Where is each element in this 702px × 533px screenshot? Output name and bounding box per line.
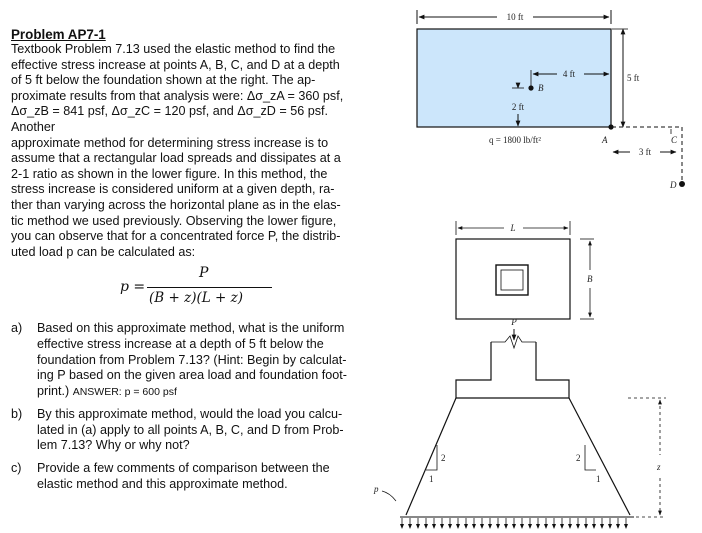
question-line: elastic method and this approximate method. [37,476,288,491]
question-label: c) [11,461,22,476]
question-line: Based on this approximate method, what is the uniform [37,321,345,336]
lower-figure [373,221,666,529]
point-b-marker [528,85,533,90]
load-arrow-head [552,524,556,529]
intro-line: Δσ_zB = 841 psf, Δσ_zC = 120 psf, and Δσ_zD = 56 psf. Another [11,104,329,134]
question-line: Provide a few comments of comparison between the [37,461,330,476]
load-arrow-head [504,524,508,529]
load-arrow-head [440,524,444,529]
question-line: ing P based on the given area load and foundation foot- [37,368,347,383]
load-label: q = 1800 lb/ft² [488,135,542,145]
load-arrow-head [600,524,604,529]
load-arrow-head [464,524,468,529]
intro-line: uted load p can be calculated as: [11,244,196,259]
intro-line: Textbook Problem 7.13 used the elastic method to find the [11,42,336,56]
load-arrow-head [400,524,404,529]
slope-run-left: 1 [429,474,434,484]
point-a-label: A [602,135,608,145]
load-arrow-head [416,524,420,529]
spacing-label: 3 ft [638,147,652,157]
load-arrow-head [576,524,580,529]
load-arrow-head [448,524,452,529]
intro-line: effective stress increase at points A, B, C, and D at a depth [11,57,340,72]
foundation-rectangle [417,29,611,127]
load-arrow-head [584,524,588,529]
load-arrow-head [608,524,612,529]
question-label: b) [11,407,23,422]
load-arrow-head [536,524,540,529]
question-line: lated in (a) apply to all points A, B, C, and D from Prob- [37,422,344,437]
load-arrow-head [544,524,548,529]
section-footing [456,342,569,398]
load-arrow-head [568,524,572,529]
formula-lhs: p = [120,279,146,296]
load-arrow-head [456,524,460,529]
width-label: B [587,274,593,284]
intro-line: proximate results from that analysis were: Δσ_zA = 360 psf, [11,88,344,103]
height-dimension-label: 5 ft [627,73,640,83]
depth-label: z [657,462,661,472]
question-label: a) [11,321,23,336]
width-dimension-label: 10 ft [506,12,524,22]
load-arrow-head [624,524,628,529]
question-line: By this approximate method, would the load you calcu- [37,407,343,422]
formula-denominator: (B + z)(L + z) [149,290,243,307]
load-arrow-head [592,524,596,529]
question-line: foundation from Problem 7.13? (Hint: Begin by calculat- [37,352,347,367]
question-line: lem 7.13? Why or why not? [37,438,190,453]
load-arrow-head [528,524,532,529]
point-c-label: C [671,135,678,145]
formula-numerator: P [199,265,209,282]
intro-line: assume that a rectangular load spreads and dissipates at a [11,151,341,166]
question-line: effective stress increase at a depth of 5 ft below the [37,336,324,351]
load-arrow-head [480,524,484,529]
question-line: print.) [37,383,70,398]
load-arrow-head [560,524,564,529]
load-arrow-head [520,524,524,529]
load-arrow-head [512,524,516,529]
load-arrow-head [616,524,620,529]
pressure-label: p [374,484,379,494]
slope-rise-right: 2 [576,453,581,463]
upper-figure [417,10,685,190]
length-label: L [510,223,516,233]
load-arrow-head [488,524,492,529]
intro-line: stress increase is considered uniform at a given depth, ra- [11,182,335,197]
slope-rise-left: 2 [441,453,446,463]
offset-x-label: 4 ft [562,69,576,79]
load-arrow-head [472,524,476,529]
intro-line: ther than varying across the horizontal plane as in the elas- [11,197,341,212]
offset-y-label: 2 ft [511,102,525,112]
intro-line: of 5 ft below the foundation shown at the right. The ap- [11,73,316,88]
force-label: P [511,317,517,327]
intro-line: tic method we used previously. Observing the lower figure, [11,213,337,228]
load-arrow-head [424,524,428,529]
load-arrow-head [496,524,500,529]
distributed-load-arrows [400,518,628,529]
point-d-marker [679,181,685,187]
slope-run-right: 1 [596,474,601,484]
load-arrow-head [432,524,436,529]
plan-view-footing [456,239,570,319]
point-b-label: B [538,83,544,93]
point-d-label: D [670,180,677,190]
intro-line: you can observe that for a concentrated force P, the distrib- [11,229,341,244]
intro-line: approximate method for determining stress increase is to [11,135,329,150]
spread-line-left [406,398,456,515]
load-arrow-head [408,524,412,529]
answer-text: ANSWER: p = 600 psf [72,385,177,398]
point-a-marker [608,124,613,129]
intro-line: 2-1 ratio as shown in the lower figure. In this method, the [11,166,328,181]
problem-title: Problem AP7-1 [11,27,106,42]
